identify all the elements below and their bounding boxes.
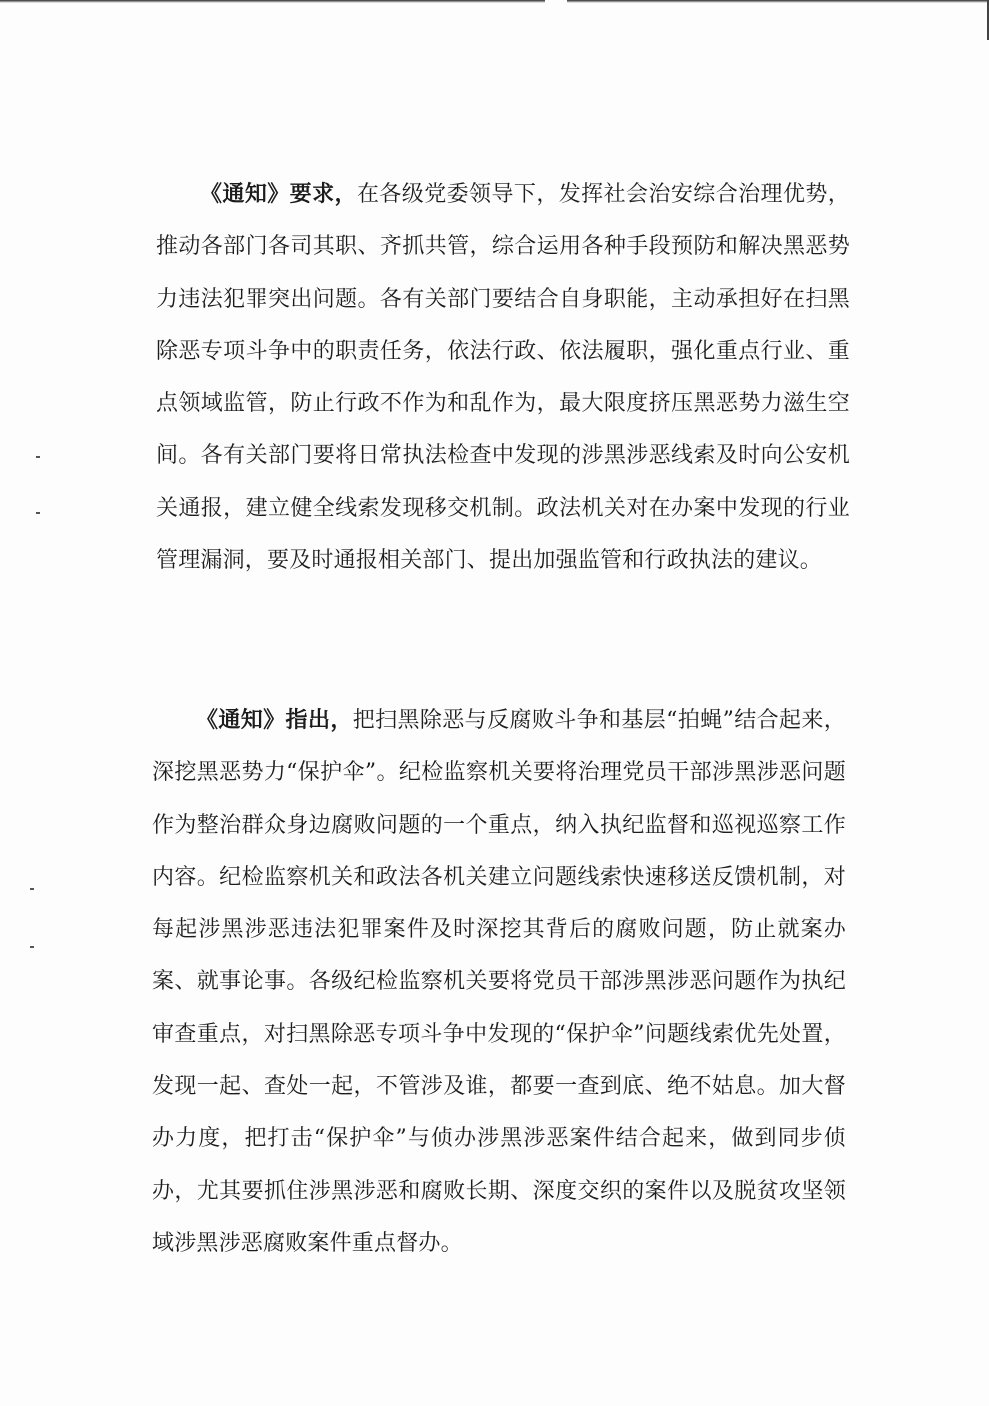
paragraph-body: 把扫黑除恶与反腐败斗争和基层“拍蝇”结合起来，深挖黑恶势力“保护伞”。纪检监察机关要将治理党员干部涉黑涉恶问题作为整治群众身边腐败问题的一个重点，纳入执纪监督和巡视巡察工作内容。纪检监察机关和政法各机关建立问题线索快速移送反馈机制，对每起涉黑涉恶违法犯罪案件及时深挖其背后的腐败问题，防止就案办案、就事论事。各级纪检监察机关要将党员干部涉黑涉恶问题作为执纪审查重点，对扫黑除恶专项斗争中发现的“保护伞”问题线索优先处置，发现一起、查处一起，不管涉及谁，都要一查到底、绝不姑息。加大督办力度，把打击“保护伞”与侦办涉黑涉恶案件结合起来，做到同步侦办，尤其要抓住涉黑涉恶和腐败长期、深度交织的案件以及脱贫攻坚领域涉黑涉恶腐败案件重点督办。 [152,708,846,1256]
margin-mark [30,946,34,948]
paragraph-points-out [152,694,846,1270]
margin-mark [30,888,34,890]
paragraph-requirements [156,168,850,587]
paragraph-body: 在各级党委领导下，发挥社会治安综合治理优势，推动各部门各司其职、齐抓共管，综合运用各种手段预防和解决黑恶势力违法犯罪突出问题。各有关部门要结合自身职能，主动承担好在扫黑除恶专项斗争中的职责任务，依法行政、依法履职，强化重点行业、重点领域监管，防止行政不作为和乱作为，最大限度挤压黑恶势力滋生空间。各有关部门要将日常执法检查中发现的涉黑涉恶线索及时向公安机关通报，建立健全线索发现移交机制。政法机关对在办案中发现的行业管理漏洞，要及时通报相关部门、提出加强监管和行政执法的建议。 [156,182,850,574]
scan-edge-gap [545,0,567,3]
margin-mark [36,512,40,514]
paragraph-lead: 《通知》要求， [200,181,357,207]
scan-edge [0,0,989,3]
paragraph-lead: 《通知》指出， [196,707,353,733]
margin-mark [36,456,40,458]
